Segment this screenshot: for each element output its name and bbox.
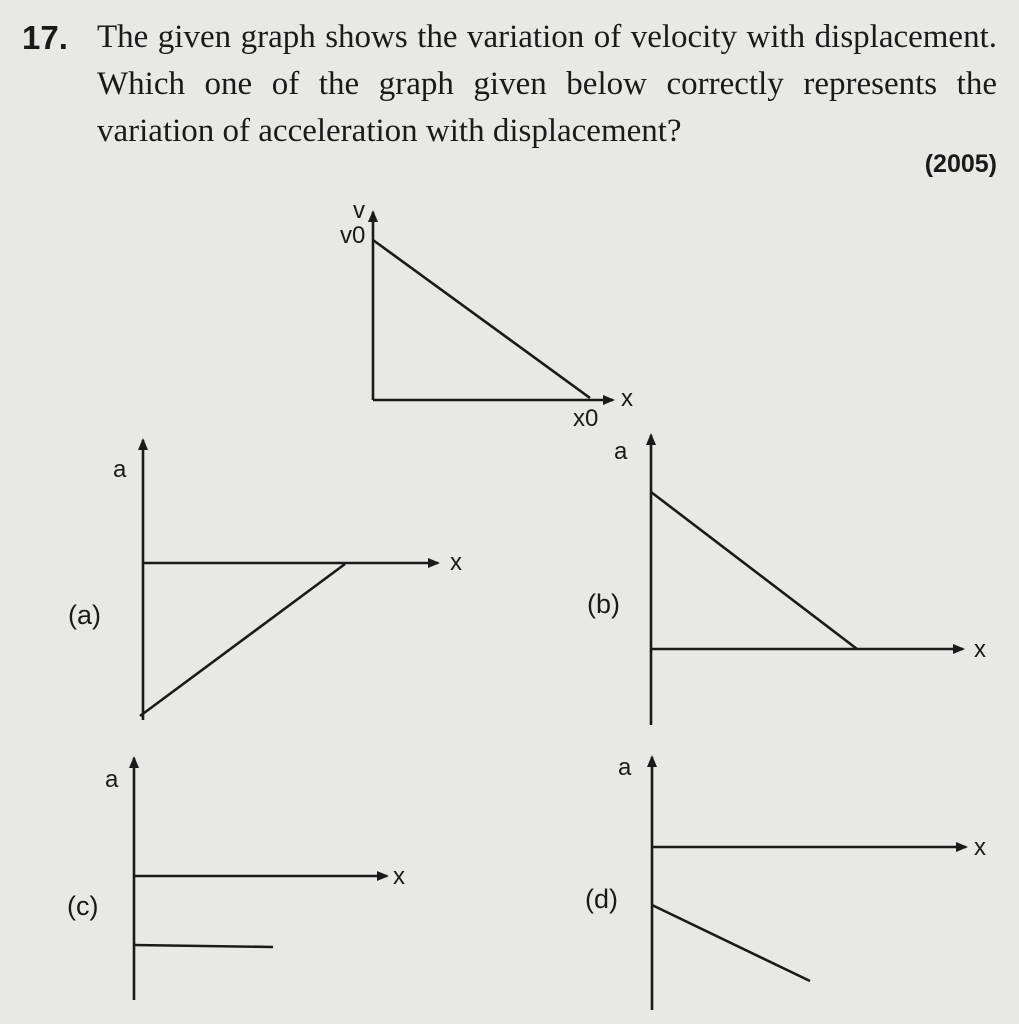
option-b-y-label: a (614, 438, 628, 465)
option-b-line (651, 492, 857, 649)
main-x-label: x (621, 385, 633, 412)
velocity-displacement-graph (340, 197, 633, 432)
x0-label: x0 (573, 405, 599, 432)
option-a-label: (a) (68, 600, 101, 630)
option-d-y-label: a (618, 754, 632, 781)
option-c-graph (67, 758, 405, 1000)
option-c-x-label: x (393, 863, 405, 890)
v0-label: v0 (340, 222, 366, 249)
option-d-label: (d) (585, 884, 618, 914)
option-d-line (652, 905, 810, 981)
option-c-line (134, 945, 273, 947)
option-a-y-label: a (113, 456, 127, 483)
option-b-graph (587, 435, 986, 725)
main-y-label: v (353, 197, 365, 224)
option-d-x-label: x (974, 834, 986, 861)
question-year: (2005) (924, 150, 997, 178)
option-a-line (140, 564, 345, 716)
option-c-label: (c) (67, 891, 99, 921)
option-b-label: (b) (587, 589, 620, 619)
question-text: The given graph shows the variation of velocity with displacement. Which one of the graph given below correctly represents the variation of acceleration with displacement? (97, 19, 997, 149)
question-number: 17. (22, 19, 68, 56)
option-b-x-label: x (974, 636, 986, 663)
option-a-x-label: x (450, 549, 462, 576)
velocity-line (373, 240, 590, 398)
option-d-graph (585, 754, 986, 1010)
option-a-graph (68, 440, 462, 720)
option-c-y-label: a (105, 766, 119, 793)
